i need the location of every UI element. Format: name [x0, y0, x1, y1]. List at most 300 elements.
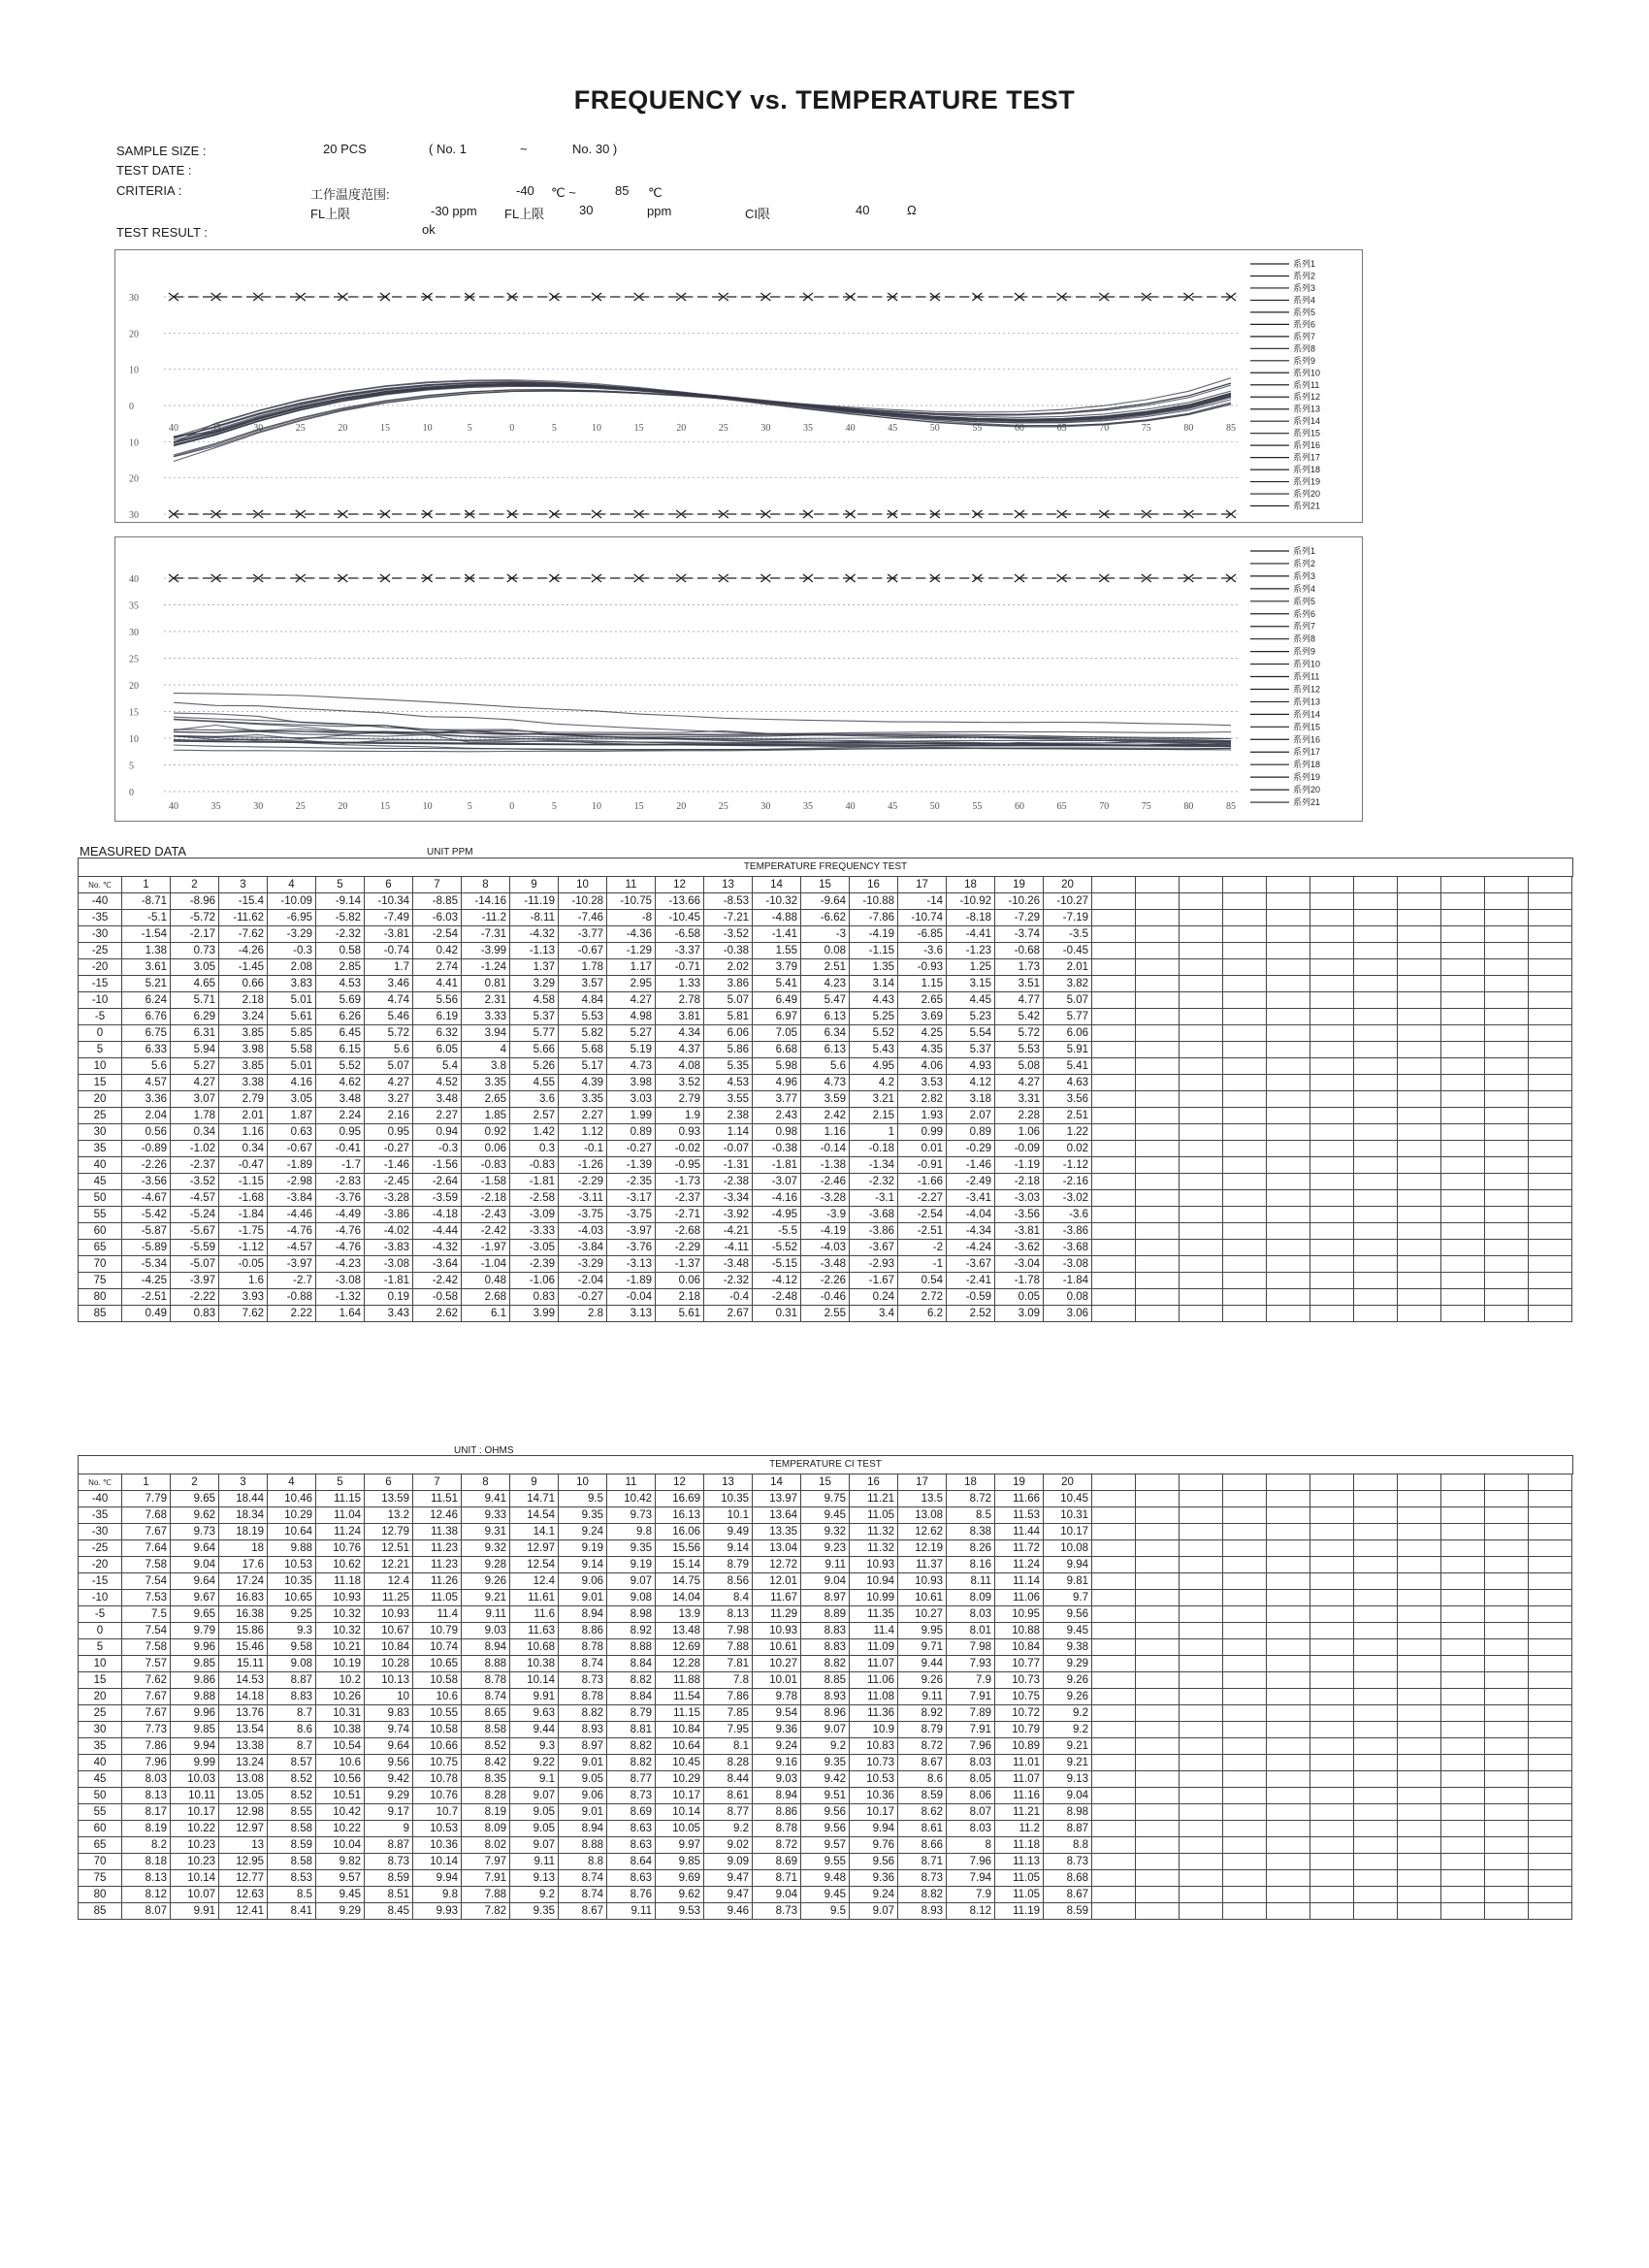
empty-cell — [1441, 1821, 1485, 1837]
empty-cell — [1180, 1075, 1223, 1091]
data-cell: -3.75 — [607, 1207, 656, 1223]
data-cell: -3.29 — [268, 926, 316, 943]
data-cell: 9.94 — [171, 1738, 219, 1755]
empty-cell — [1267, 1474, 1310, 1491]
empty-cell — [1485, 1507, 1529, 1524]
data-cell: 9.2 — [801, 1738, 850, 1755]
legend-entry: 系列7 — [1293, 621, 1316, 632]
data-cell: 12.4 — [365, 1573, 413, 1590]
data-cell: 9.29 — [365, 1788, 413, 1804]
data-cell: 10.77 — [995, 1656, 1044, 1672]
x-tick-label: 45 — [888, 423, 898, 434]
data-cell: 11.4 — [413, 1606, 462, 1623]
column-header: 19 — [995, 1474, 1044, 1491]
data-cell: -4.12 — [753, 1273, 801, 1289]
empty-cell — [1441, 1174, 1485, 1190]
data-cell: 11.14 — [995, 1573, 1044, 1590]
data-cell: 10.67 — [365, 1623, 413, 1639]
empty-cell — [1398, 1524, 1441, 1540]
empty-cell — [1092, 1042, 1136, 1058]
data-cell: 3.38 — [219, 1075, 268, 1091]
data-cell: 11.05 — [995, 1887, 1044, 1903]
data-cell: -4.44 — [413, 1223, 462, 1240]
data-cell: 8.16 — [947, 1557, 995, 1573]
data-cell: 0.81 — [462, 976, 510, 992]
data-cell: 8.96 — [801, 1705, 850, 1722]
data-cell: 15.14 — [656, 1557, 704, 1573]
row-temperature: -40 — [79, 1491, 122, 1507]
empty-cell — [1180, 1755, 1223, 1771]
data-cell: 7.82 — [462, 1903, 510, 1920]
data-cell: 3.35 — [559, 1091, 607, 1108]
data-cell: 3.85 — [219, 1025, 268, 1042]
data-cell: 8.97 — [801, 1590, 850, 1606]
empty-cell — [1223, 1755, 1267, 1771]
empty-cell — [1223, 1738, 1267, 1755]
data-cell: 11.21 — [995, 1804, 1044, 1821]
empty-cell — [1092, 1689, 1136, 1705]
row-temperature: 70 — [79, 1854, 122, 1870]
empty-cell — [1398, 1771, 1441, 1788]
empty-cell — [1354, 1273, 1398, 1289]
data-cell: 10.51 — [316, 1788, 365, 1804]
empty-cell — [1485, 1474, 1529, 1491]
data-cell: 1.73 — [995, 959, 1044, 976]
data-cell: -1.84 — [219, 1207, 268, 1223]
data-cell: 10.11 — [171, 1788, 219, 1804]
data-cell: 9.96 — [171, 1639, 219, 1656]
data-cell: -5.15 — [753, 1256, 801, 1273]
data-cell: 9.03 — [462, 1623, 510, 1639]
data-cell: -5.89 — [122, 1240, 171, 1256]
data-cell: 8.12 — [122, 1887, 171, 1903]
data-cell: 6.32 — [413, 1025, 462, 1042]
data-cell: 3.81 — [656, 1009, 704, 1025]
data-cell: 9.07 — [510, 1788, 559, 1804]
data-cell: 5.21 — [122, 976, 171, 992]
empty-cell — [1136, 1623, 1180, 1639]
x-tick-label: 35 — [803, 423, 813, 434]
data-cell: 8.67 — [898, 1755, 947, 1771]
data-cell: 4.12 — [947, 1075, 995, 1091]
data-cell: 8.59 — [365, 1870, 413, 1887]
empty-cell — [1223, 1058, 1267, 1075]
data-cell: 3.77 — [753, 1091, 801, 1108]
empty-cell — [1092, 1174, 1136, 1190]
data-cell: 10.17 — [850, 1804, 898, 1821]
empty-cell — [1310, 1903, 1354, 1920]
data-cell: 16.06 — [656, 1524, 704, 1540]
empty-cell — [1354, 1689, 1398, 1705]
column-header: 5 — [316, 1474, 365, 1491]
empty-cell — [1441, 1009, 1485, 1025]
empty-cell — [1398, 893, 1441, 910]
data-cell: 8.61 — [704, 1788, 753, 1804]
data-cell: -3.67 — [850, 1240, 898, 1256]
row-temperature: 55 — [79, 1804, 122, 1821]
data-cell: 3.51 — [995, 976, 1044, 992]
data-cell: 9.46 — [704, 1903, 753, 1920]
data-cell: 8.83 — [268, 1689, 316, 1705]
data-cell: -0.1 — [559, 1141, 607, 1157]
legend-entry: 系列3 — [1293, 570, 1316, 581]
column-header: 17 — [898, 877, 947, 893]
data-cell: 9.95 — [898, 1623, 947, 1639]
data-cell: 9.32 — [801, 1524, 850, 1540]
data-cell: 8.93 — [898, 1903, 947, 1920]
data-cell: 11.13 — [995, 1854, 1044, 1870]
data-cell: -1.46 — [365, 1157, 413, 1174]
x-tick-label: 65 — [1056, 801, 1067, 812]
data-cell: 8.52 — [462, 1738, 510, 1755]
data-cell: 5.53 — [559, 1009, 607, 1025]
data-cell: 7.91 — [947, 1722, 995, 1738]
data-cell: -3.5 — [1044, 926, 1092, 943]
empty-cell — [1223, 1689, 1267, 1705]
data-cell: 17.24 — [219, 1573, 268, 1590]
data-cell: 10.56 — [316, 1771, 365, 1788]
empty-cell — [1398, 1190, 1441, 1207]
data-cell: 9.56 — [850, 1854, 898, 1870]
empty-cell — [1398, 1240, 1441, 1256]
data-cell: 8.93 — [801, 1689, 850, 1705]
row-temperature: 20 — [79, 1091, 122, 1108]
data-cell: 11.24 — [995, 1557, 1044, 1573]
data-cell: 8.88 — [607, 1639, 656, 1656]
empty-cell — [1180, 1639, 1223, 1656]
data-cell: 9.51 — [801, 1788, 850, 1804]
data-cell: 10.53 — [413, 1821, 462, 1837]
empty-cell — [1485, 1623, 1529, 1639]
empty-cell — [1092, 1025, 1136, 1042]
column-header: 6 — [365, 877, 413, 893]
data-cell: 0.08 — [1044, 1289, 1092, 1306]
empty-cell — [1398, 877, 1441, 893]
empty-cell — [1310, 1540, 1354, 1557]
data-cell: 2.57 — [510, 1108, 559, 1124]
legend-entry: 系列10 — [1293, 368, 1321, 378]
data-cell: -9.14 — [316, 893, 365, 910]
data-cell: -5.1 — [122, 910, 171, 926]
empty-cell — [1398, 1870, 1441, 1887]
empty-cell — [1354, 1639, 1398, 1656]
data-cell: 7.97 — [462, 1854, 510, 1870]
data-cell: -2.29 — [559, 1174, 607, 1190]
data-cell: -1.78 — [995, 1273, 1044, 1289]
empty-cell — [1485, 1075, 1529, 1091]
data-cell: -4.95 — [753, 1207, 801, 1223]
data-cell: 11.04 — [316, 1507, 365, 1524]
empty-cell — [1267, 1075, 1310, 1091]
empty-cell — [1310, 1870, 1354, 1887]
empty-cell — [1398, 1042, 1441, 1058]
data-cell: 11.67 — [753, 1590, 801, 1606]
data-cell: -10.92 — [947, 893, 995, 910]
empty-cell — [1136, 1273, 1180, 1289]
empty-cell — [1223, 1256, 1267, 1273]
data-cell: -4.23 — [316, 1256, 365, 1273]
data-cell: 1.78 — [171, 1108, 219, 1124]
data-cell: 18 — [219, 1540, 268, 1557]
legend-entry: 系列18 — [1293, 465, 1321, 475]
data-cell: -3.08 — [365, 1256, 413, 1273]
x-tick-label: 30 — [253, 423, 264, 434]
data-cell: 8.56 — [704, 1573, 753, 1590]
data-cell: 10.26 — [316, 1689, 365, 1705]
empty-cell — [1354, 1042, 1398, 1058]
data-cell: 6.15 — [316, 1042, 365, 1058]
data-cell: 13.2 — [365, 1507, 413, 1524]
data-cell: 11.54 — [656, 1689, 704, 1705]
data-cell: 4.39 — [559, 1075, 607, 1091]
data-cell: 8.13 — [704, 1606, 753, 1623]
data-cell: 6.19 — [413, 1009, 462, 1025]
empty-cell — [1441, 1091, 1485, 1108]
empty-cell — [1310, 1771, 1354, 1788]
empty-cell — [1267, 1672, 1310, 1689]
x-tick-label: 5 — [467, 801, 472, 812]
data-cell: -0.91 — [898, 1157, 947, 1174]
data-cell: 4.06 — [898, 1058, 947, 1075]
empty-cell — [1267, 1190, 1310, 1207]
column-header: 7 — [413, 877, 462, 893]
data-cell: 7.67 — [122, 1705, 171, 1722]
empty-cell — [1180, 1174, 1223, 1190]
data-cell: 11.37 — [898, 1557, 947, 1573]
data-cell: 13 — [219, 1837, 268, 1854]
data-cell: 10.38 — [510, 1656, 559, 1672]
empty-cell — [1180, 1705, 1223, 1722]
data-cell: 3.8 — [462, 1058, 510, 1075]
empty-cell — [1092, 976, 1136, 992]
data-cell: -3.09 — [510, 1207, 559, 1223]
data-cell: 16.38 — [219, 1606, 268, 1623]
data-cell: 9.76 — [850, 1837, 898, 1854]
y-tick-label: 0 — [129, 788, 134, 798]
data-cell: 9.21 — [1044, 1738, 1092, 1755]
empty-cell — [1136, 1755, 1180, 1771]
empty-cell — [1529, 1091, 1572, 1108]
data-cell: -3.84 — [268, 1190, 316, 1207]
empty-cell — [1398, 1837, 1441, 1854]
data-cell: 10.14 — [171, 1870, 219, 1887]
column-header: 11 — [607, 877, 656, 893]
empty-cell — [1092, 1289, 1136, 1306]
table-row — [79, 1240, 1572, 1256]
data-cell: 2.72 — [898, 1289, 947, 1306]
op-temp-unit: ℃ — [648, 185, 663, 200]
data-cell: 8.82 — [898, 1887, 947, 1903]
x-tick-label: 50 — [929, 423, 940, 434]
ci-unit: Ω — [907, 203, 917, 217]
data-cell: 8.1 — [704, 1738, 753, 1755]
data-cell: 11.24 — [316, 1524, 365, 1540]
data-cell: -3.11 — [559, 1190, 607, 1207]
data-cell: 8.59 — [268, 1837, 316, 1854]
empty-cell — [1398, 1141, 1441, 1157]
data-cell: -4.02 — [365, 1223, 413, 1240]
empty-cell — [1310, 1474, 1354, 1491]
data-cell: 2.51 — [801, 959, 850, 976]
data-cell: 4.34 — [656, 1025, 704, 1042]
data-cell: -7.46 — [559, 910, 607, 926]
table-row — [79, 1091, 1572, 1108]
data-cell: -6.85 — [898, 926, 947, 943]
data-cell: 11.07 — [995, 1771, 1044, 1788]
empty-cell — [1180, 1124, 1223, 1141]
data-cell: 8.68 — [1044, 1870, 1092, 1887]
data-cell: 3.48 — [316, 1091, 365, 1108]
data-cell: 5.46 — [365, 1009, 413, 1025]
data-cell: 10.53 — [268, 1557, 316, 1573]
empty-cell — [1310, 1091, 1354, 1108]
empty-cell — [1529, 1738, 1572, 1755]
data-cell: -2.42 — [413, 1273, 462, 1289]
data-cell: 8.4 — [704, 1590, 753, 1606]
data-cell: 10.29 — [268, 1507, 316, 1524]
data-cell: 0.34 — [171, 1124, 219, 1141]
empty-cell — [1441, 1524, 1485, 1540]
fl-upper-label: FL上限 — [310, 207, 351, 221]
data-cell: 2.27 — [413, 1108, 462, 1124]
ci-table — [78, 1474, 1572, 1920]
data-cell: -11.2 — [462, 910, 510, 926]
empty-cell — [1223, 1540, 1267, 1557]
data-cell: -0.59 — [947, 1289, 995, 1306]
empty-cell — [1267, 1557, 1310, 1573]
data-cell: 1.9 — [656, 1108, 704, 1124]
data-cell: 8.82 — [607, 1738, 656, 1755]
data-cell: -0.3 — [413, 1141, 462, 1157]
empty-cell — [1354, 992, 1398, 1009]
empty-cell — [1136, 1157, 1180, 1174]
data-cell: 12.46 — [413, 1507, 462, 1524]
data-cell: 11.63 — [510, 1623, 559, 1639]
data-cell: -3.62 — [995, 1240, 1044, 1256]
empty-cell — [1092, 1606, 1136, 1623]
empty-cell — [1136, 1689, 1180, 1705]
data-cell: -3.64 — [413, 1256, 462, 1273]
data-cell: 18.19 — [219, 1524, 268, 1540]
data-cell: 9.45 — [1044, 1623, 1092, 1639]
data-cell: -2.64 — [413, 1174, 462, 1190]
table-row — [79, 1025, 1572, 1042]
frequency-chart — [114, 249, 1363, 523]
data-cell: -10.27 — [1044, 893, 1092, 910]
empty-cell — [1136, 1256, 1180, 1273]
empty-cell — [1398, 1491, 1441, 1507]
table-row — [79, 1058, 1572, 1075]
data-cell: 4.96 — [753, 1075, 801, 1091]
data-cell: 9.24 — [850, 1887, 898, 1903]
data-cell: 5.08 — [995, 1058, 1044, 1075]
empty-cell — [1354, 1474, 1398, 1491]
frequency-table — [78, 876, 1572, 1322]
empty-cell — [1354, 1606, 1398, 1623]
empty-cell — [1529, 1788, 1572, 1804]
data-cell: 14.53 — [219, 1672, 268, 1689]
empty-cell — [1529, 959, 1572, 976]
empty-cell — [1180, 1223, 1223, 1240]
empty-cell — [1485, 1870, 1529, 1887]
empty-cell — [1267, 1623, 1310, 1639]
data-cell: 11.51 — [413, 1491, 462, 1507]
empty-cell — [1092, 1524, 1136, 1540]
empty-cell — [1223, 893, 1267, 910]
table-row — [79, 1623, 1572, 1639]
data-cell: 11.01 — [995, 1755, 1044, 1771]
column-header: 15 — [801, 877, 850, 893]
empty-cell — [1354, 1025, 1398, 1042]
data-cell: -4.32 — [413, 1240, 462, 1256]
data-cell: 10.93 — [365, 1606, 413, 1623]
empty-cell — [1180, 992, 1223, 1009]
x-tick-label: 0 — [509, 801, 515, 812]
data-cell: 6.75 — [122, 1025, 171, 1042]
empty-cell — [1092, 1273, 1136, 1289]
data-cell: -2.68 — [656, 1223, 704, 1240]
table-row — [79, 1788, 1572, 1804]
data-cell: 8.72 — [753, 1837, 801, 1854]
data-cell: -0.14 — [801, 1141, 850, 1157]
data-cell: -2.98 — [268, 1174, 316, 1190]
data-cell: 10.19 — [316, 1656, 365, 1672]
unit-ppm-label: UNIT PPM — [427, 847, 473, 858]
data-cell: 0.19 — [365, 1289, 413, 1306]
data-cell: 8.2 — [122, 1837, 171, 1854]
empty-cell — [1529, 1870, 1572, 1887]
data-cell: 9.24 — [753, 1738, 801, 1755]
empty-cell — [1223, 959, 1267, 976]
column-header: 8 — [462, 1474, 510, 1491]
data-cell: -1.02 — [171, 1141, 219, 1157]
data-cell: 11.23 — [413, 1557, 462, 1573]
data-cell: 9.73 — [607, 1507, 656, 1524]
data-cell: 4.73 — [801, 1075, 850, 1091]
data-cell: 13.38 — [219, 1738, 268, 1755]
data-cell: -2.46 — [801, 1174, 850, 1190]
legend-entry: 系列6 — [1293, 319, 1316, 330]
x-tick-label: 70 — [1099, 801, 1110, 812]
empty-cell — [1354, 1207, 1398, 1223]
empty-cell — [1529, 1903, 1572, 1920]
data-cell: 9.64 — [171, 1540, 219, 1557]
data-cell: 3.35 — [462, 1075, 510, 1091]
empty-cell — [1529, 1821, 1572, 1837]
table-row — [79, 1557, 1572, 1573]
data-cell: 8.83 — [801, 1623, 850, 1639]
data-cell: 10 — [365, 1689, 413, 1705]
empty-cell — [1485, 943, 1529, 959]
empty-cell — [1223, 1573, 1267, 1590]
data-cell: 10.58 — [413, 1722, 462, 1738]
data-cell: 3.61 — [122, 959, 171, 976]
data-cell: 9.65 — [171, 1606, 219, 1623]
data-cell: -0.95 — [656, 1157, 704, 1174]
data-cell: 9.09 — [704, 1854, 753, 1870]
empty-cell — [1485, 1903, 1529, 1920]
empty-cell — [1310, 1821, 1354, 1837]
data-cell: 0.49 — [122, 1306, 171, 1322]
data-cell: 2.07 — [947, 1108, 995, 1124]
empty-cell — [1310, 1108, 1354, 1124]
data-cell: 5.53 — [995, 1042, 1044, 1058]
data-cell: -13.66 — [656, 893, 704, 910]
data-cell: -1.26 — [559, 1157, 607, 1174]
data-cell: 9.88 — [268, 1540, 316, 1557]
empty-cell — [1529, 1771, 1572, 1788]
data-cell: 8.35 — [462, 1771, 510, 1788]
